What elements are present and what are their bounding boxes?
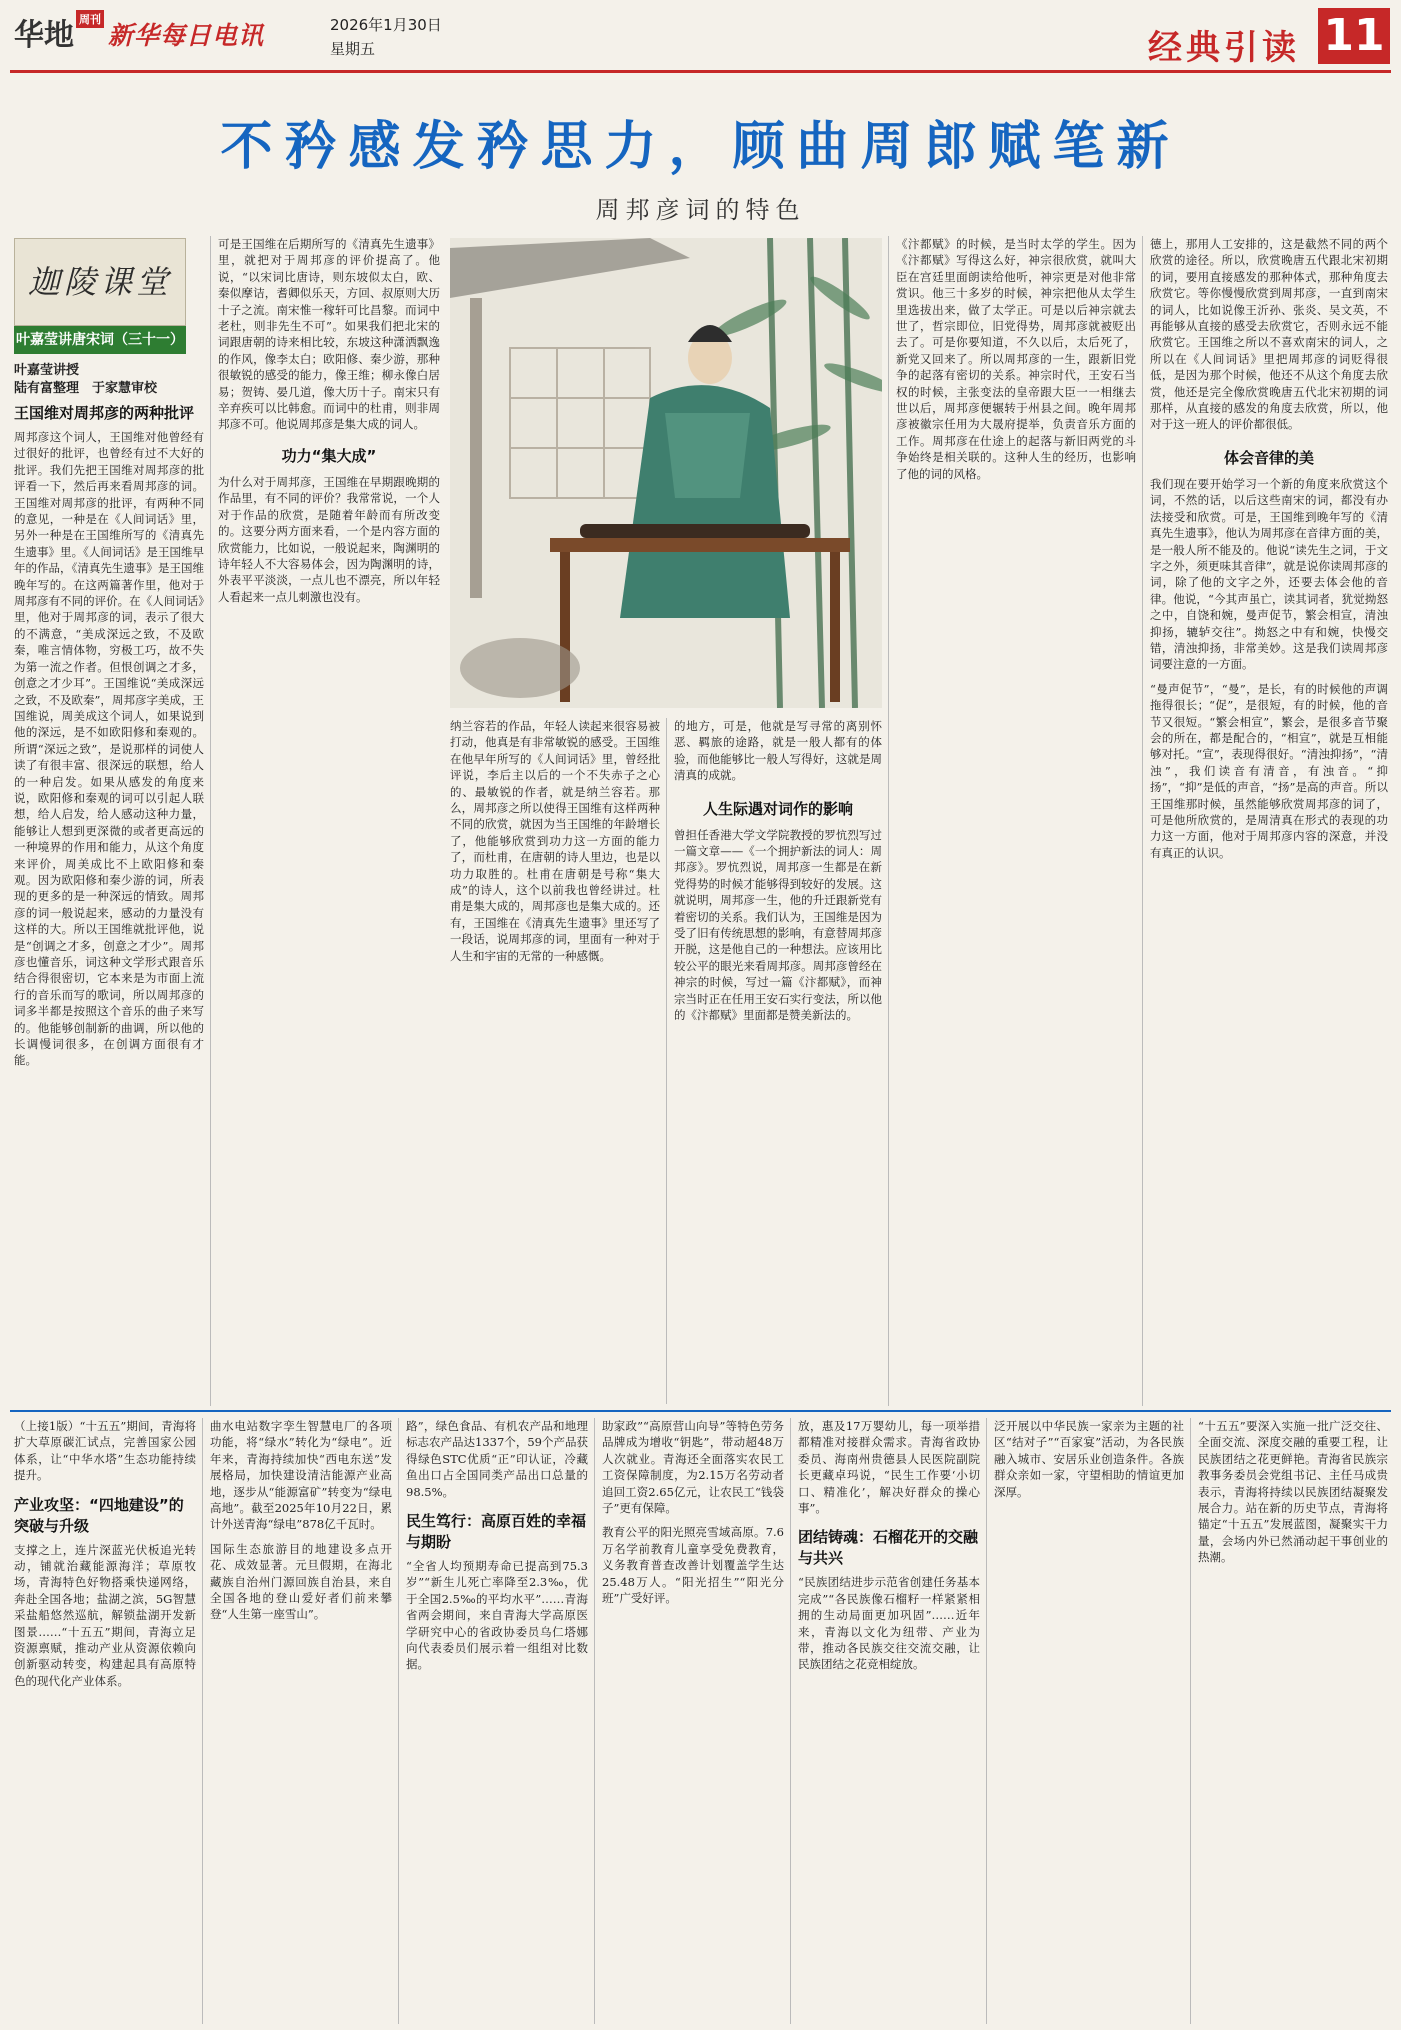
- article-paragraph: 《汴都赋》的时候，是当时太学的学生。因为《汴都赋》写得这么好，神宗很欣赏，就叫大臣在宫廷里面朗读给他听，神宗更是对他非常赏识。他三十多岁的时候，神宗把他从太学生里选拔出来，做了太学正。可是以后神宗就去世了，哲宗即位，旧党得势，周邦彦就被贬出去了。可是你要知道，不久以后，太后死了，新党又回来了。所以周邦彦的一生，跟新旧党争的起落有密切的关系。神宗时代，王安石当权的时候，主张变法的皇帝跟大臣一一相继去世以后，周邦彦便辗转于州县之间。晚年周邦彦被徽宗任用为大晟府提举，负责音乐方面的工作。周邦彦在仕途上的起落与新旧两党的斗争始终是相关联的。这种人生的经历，也影响了他的词的风格。: [896, 237, 1136, 481]
- article-column-6: [1150, 236, 1388, 1404]
- continuation-column-7: [1198, 1418, 1388, 2024]
- column-divider: [1190, 1418, 1191, 2024]
- section-heading-mastery: 功力“集大成”: [281, 446, 377, 465]
- article-column-1: [14, 402, 204, 1402]
- news-paragraph: （上接1版）“十五五”期间，青海将扩大草原碳汇试点，完善国家公园体系，让“中华水塔”生态功能持续提升。: [14, 1419, 196, 1483]
- issue-date: 2026年1月30日: [330, 16, 442, 34]
- news-heading-industry: 产业攻坚：“四地建设”的突破与升级: [14, 1495, 184, 1535]
- article-paragraph: “曼声促节”，“曼”，是长，有的时候他的声调拖得很长；“促”，是很短，有的时候，他的音节又很短。“繁会相宣”，繁会，是很多音节聚会的所在，都是配合的，“相宣”，就是互相能够对托。“宣”，表现得很好。“清浊抑扬”，“清浊”，我们读音有清音，有浊音。“抑扬”，“抑”是低的声音，“扬”是高的声音。所以王国维那时候，虽然能够欣赏周邦彦的词了，可是他所欣赏的，是周清真在形式的表现的功力这一方面，他对于周邦彦内容的深意，并没有真正的认识。: [1150, 681, 1388, 860]
- column-divider: [790, 1418, 791, 2024]
- news-paragraph: 支撑之上，连片深蓝光伏板追光转动，铺就治藏能源海洋；草原牧场，青海特色好物搭乘快递网络，奔赴全国各地；盐湖之滨，5G智慧采盐船悠然巡航，解锁盐湖开发新图景……“十五五”期间，青海立足资源禀赋，推动产业从资源依赖向创新驱动转变，构建起具有高原特色的现代化产业体系。: [14, 1542, 196, 1688]
- news-paragraph: “全省人均预期寿命已提高到75.3岁”“新生儿死亡率降至2.3‰，优于全国2.5‰的平均水平”……青海省两会期间，来自青海大学高原医学研究中心的省政协委员乌仁塔娜向代表委员们展示着一组组对比数据。: [406, 1559, 588, 1672]
- news-paragraph: 教育公平的阳光照亮雪域高原。7.6万名学前教育儿童享受免费教育，义务教育普查改善计划覆盖学生达25.48万人。“阳光招生”“阳光分班”广受好评。: [602, 1525, 784, 1606]
- column-divider: [594, 1418, 595, 2024]
- article-column-2: [218, 236, 440, 1404]
- column-logo: 迦陵课堂: [14, 238, 186, 326]
- continuation-column-5: [798, 1418, 980, 2024]
- header-rule: [10, 70, 1391, 73]
- column-divider: [202, 1418, 203, 2024]
- article-paragraph: 可是王国维在后期所写的《清真先生遗事》里，就把对于周邦彦的评价提高了。他说，“以宋词比唐诗，则东坡似太白，欧、秦似摩诘，耆卿似乐天，方回、叔原则大历十子之流。南宋惟一稼轩可比昌黎。而词中老杜，则非先生不可”。如果我们把北宋的词跟唐朝的诗来相比较，东坡这种潇洒飘逸的作风，像李太白；欧阳修、秦少游，那种很敏锐的感受的能力，像王维；柳永像白居易；贺铸、晏几道，像大历十子。南宋只有辛弃疾可以比韩愈。而词中的杜甫，则非周邦彦不可。他说周邦彦是集大成的词人。: [218, 237, 440, 432]
- article-title: 不矜感发矜思力，顾曲周郎赋笔新: [220, 116, 1181, 177]
- column-divider: [398, 1418, 399, 2024]
- news-paragraph: 泛开展以中华民族一家亲为主题的社区“结对子”“百家宴”活动，为各民族融入城市、安居乐业创造条件。各族群众亲如一家，守望相助的情谊更加深厚。: [994, 1419, 1184, 1499]
- weekly-logo: [14, 10, 104, 54]
- news-paragraph: 路”，绿色食品、有机农产品和地理标志农产品达1337个，59个产品获得绿色STC优质“正”印认证，冷藏鱼出口占全国同类产品出口总量的98.5%。: [406, 1419, 588, 1499]
- column-divider: [666, 718, 667, 1404]
- column-divider: [888, 236, 889, 1406]
- illustration-guqin-player: [450, 238, 882, 708]
- author-credits: [14, 362, 157, 398]
- page-number: 11: [1318, 8, 1390, 64]
- news-heading-unity: 团结铸魂：石榴花开的交融与共兴: [798, 1528, 979, 1568]
- section-heading-life-experience: 人生际遇对词作的影响: [702, 799, 853, 818]
- column-name: 叶嘉莹讲唐宋词（三十一）: [14, 326, 186, 354]
- column-divider: [986, 1418, 987, 2024]
- article-paragraph: 德上，那用人工安排的，这是截然不同的两个欣赏的途径。所以，欣赏晚唐五代跟北宋初期的词，要用直接感发的那种体式，那种角度去欣赏它。等你慢慢欣赏到周邦彦，一直到南宋的词人，比如说像王沂孙、张炎、吴文英，不再能够从直接的感受去欣赏它，否则永远不能欣赏它。王国维之所以不喜欢南宋的词人，之所以在《人间词话》里把周邦彦的词贬得很低，是因为那个时候，他还不从这个角度去欣赏，他还是完全像欣赏晚唐五代北宋初期的词那样，从直接的感发的角度去欣赏，所以，他对于这一班人的评价都很低。: [1150, 237, 1388, 432]
- issue-weekday: 星期五: [330, 40, 376, 58]
- news-paragraph: 助家政”“高原营山向导”等特色劳务品牌成为增收“钥匙”，带动超48万人次就业。青海还全面落实农民工工资保障制度，为2.15万名劳动者追回工资2.65亿元，让农民工“钱袋子”更有保障。: [602, 1419, 784, 1516]
- news-heading-livelihood: 民生笃行：高原百姓的幸福与期盼: [406, 1512, 587, 1552]
- weekly-tag: 周刊: [76, 10, 104, 28]
- weekly-logo-text: 华地: [14, 18, 74, 53]
- article-paragraph: 的地方，可是，他就是写寻常的离别怀恶、羁旅的途路，就是一般人都有的体验，而他能够比一般人写得好，这就是周清真的成就。: [674, 719, 882, 783]
- news-paragraph: 放，惠及17万婴幼儿，每一项举措都精准对接群众需求。青海省政协委员、海南州贵德县人民医院副院长更藏卓玛说，“民生工作要‘小切口、精准化’，解决好群众的操心事”。: [798, 1419, 980, 1516]
- article-column-3: [450, 718, 660, 1404]
- painting-svg: [450, 238, 882, 708]
- continuation-column-3: [406, 1418, 588, 2024]
- section-heading-critiques: 王国维对周邦彦的两种批评: [14, 404, 195, 422]
- author-line-1: 叶嘉莹讲授: [14, 363, 80, 378]
- continuation-column-6: [994, 1418, 1184, 2024]
- news-paragraph: 曲水电站数字孪生智慧电厂的各项功能，将“绿水”转化为“绿电”。近年来，青海持续加快“西电东送”发展格局，加快建设清洁能源产业高地，逐步从“能源富矿”转变为“绿电高地”。截至2025年10月22日，累计外送青海“绿电”878亿千瓦时。: [210, 1419, 392, 1532]
- column-divider: [1142, 236, 1143, 1406]
- news-paragraph: “十五五”要深入实施一批广泛交往、全面交流、深度交融的重要工程，让民族团结之花更鲜艳。青海省民族宗教事务委员会党组书记、主任马成贵表示，青海将持续以民族团结凝聚发展合力。站在新的历史节点，青海将锚定“十五五”发展蓝图，凝聚实干力量，会场内外已然涌动起干事创业的热潮。: [1198, 1419, 1388, 1565]
- column-divider: [210, 236, 211, 1406]
- news-paragraph: 国际生态旅游目的地建设多点开花、成效显著。元旦假期，在海北藏族自治州门源回族自治县，来自全国各地的登山爱好者们前来攀登“人生第一座雪山”。: [210, 1541, 392, 1622]
- news-paragraph: “民族团结进步示范省创建任务基本完成”“各民族像石榴籽一样紧紧相拥的生动局面更加巩固”……近年来，青海以文化为纽带、产业为带，推动各民族交往交流交融，让民族团结之花竞相绽放。: [798, 1575, 980, 1672]
- continuation-column-2: [210, 1418, 392, 2024]
- section-separator: [10, 1410, 1391, 1412]
- page-header: [0, 0, 1401, 82]
- continuation-column-1: [14, 1418, 196, 2024]
- section-heading-musical-rhythm: 体会音律的美: [1223, 448, 1314, 467]
- article-column-4: [674, 718, 882, 1404]
- article-paragraph: 为什么对于周邦彦，王国维在早期跟晚期的作品里，有不同的评价？我常常说，一个人对于作品的欣赏，是随着年龄而有所改变的。这要分两方面来看，一个是内容方面的欣赏能力，比如说，一般说起来，陶渊明的诗年轻人不大容易体会，因为陶渊明的诗，外表平平淡淡，一点儿也不漂亮，所以年轻人看起来一点儿刺激也没有。: [218, 474, 440, 604]
- article-paragraph: 纳兰容若的作品，年轻人读起来很容易被打动，他真是有非常敏锐的感受。王国维在他早年所写的《人间词话》里，曾经批评说，李后主以后的一个不失赤子之心的、最敏锐的作者，就是纳兰容若。那么，周邦彦之所以使得王国维有这样两种不同的欣赏，就因为当王国维的年龄增长了，他能够欣赏到功力这一方面的能力了，而杜甫，在唐朝的诗人里边，也是以功力取胜的。杜甫在唐朝是号称“集大成”的诗人，这个以前我也曾经讲过。杜甫是集大成的，周邦彦也是集大成的。还有，王国维在《清真先生遗事》里还写了一段话，说周邦彦的词，里面有一种对于人生和宇宙的无常的一种感慨。: [450, 719, 660, 963]
- article-column-5: [896, 236, 1136, 1404]
- newspaper-logo: 新华每日电讯: [108, 21, 265, 50]
- continuation-column-4: [602, 1418, 784, 2024]
- article-subtitle: 周邦彦词的特色: [595, 196, 806, 224]
- author-line-2: 陆有富整理 于家慧审校: [14, 381, 158, 396]
- article-paragraph: 周邦彦这个词人，王国维对他曾经有过很好的批评，也曾经有过不大好的批评。我们先把王国维对周邦彦的批评看一下，然后再来看周邦彦的词。王国维对周邦彦的批评，有两种不同的意见，一种是在《人间词话》里，另外一种是在王国维所写的《清真先生遗事》里。《人间词话》是王国维早年的作品，《清真先生遗事》是王国维晚年写的。在这两篇著作里，他对于周邦彦有不同的评价。在《人间词话》里，他对于周邦彦的词，表示了很大的不满意，“美成深远之致，不及欧秦，唯言情体物，穷极工巧，故不失为第一流之作者。但恨创调之才多，创意之才少耳”。王国维说“美成深远之致，不及欧秦”，周邦彦字美成，王国维说，周美成这个词人，如果说到他的深远，是不如欧阳修和秦观的。所谓“深远之致”，是说那样的词使人读了有很丰富、很深远的联想，给人的一种启发。如果从感发的角度来说，欧阳修和秦观的词可以引起人联想，给人启发，给人感动这种力量，能够让人想到更深微的或者更高远的一种境界的作用和能力，从这个角度来评价，周美成比不上欧阳修和秦观。因为欧阳修和秦少游的词，所表现的更多的是一种深远的情致。周邦彦的词一般说起来，感动的力量没有这样的大。所以王国维就批评他，说是“创调之才多，创意之才少”。周邦彦也懂音乐，词这种文学形式跟音乐结合得很密切，它本来是为市面上流行的音乐而写的歌词，所以周邦彦的词多半都是按照这个音乐的曲子来写的。他能够创制新的曲调，所以他的长调慢词很多，在创调方面很有才能。: [14, 430, 204, 1068]
- article-paragraph: 我们现在要开始学习一个新的角度来欣赏这个词，不然的话，以后这些南宋的词，都没有办法接受和欣赏。可是，王国维到晚年写的《清真先生遗事》，他认为周邦彦在音律方面的美，是一般人所不能及的。他说“读先生之词，于文字之外，须更味其音律”，就是说你读周邦彦的词，除了他的文字之外，还要去体会他的音律。他说，“今其声虽亡，读其词者，犹觉拗怒之中，自饶和婉，曼声促节，繁会相宣，清浊抑扬，辘轳交往”。拗怒之中有和婉，快慢交错，清浊抑扬，非常美妙。这是我们读周邦彦词要注意的一方面。: [1150, 476, 1388, 672]
- section-title: 经典引读: [1148, 28, 1300, 68]
- article-paragraph: 曾担任香港大学文学院教授的罗忼烈写过一篇文章——《一个拥护新法的词人：周邦彦》。罗忼烈说，周邦彦一生都是在新党得势的时候才能够得到较好的发展。这就说明，周邦彦一生，他的升迁跟新党有着密切的关系。我们认为，王国维是因为受了旧有传统思想的影响，有意替周邦彦开脱，这是他自己的一种想法。应该用比较公平的眼光来看周邦彦。周邦彦曾经在神宗的时候，写过一篇《汴都赋》，而神宗当时正在任用王安石实行变法，所以他的《汴都赋》里面都是赞美新法的。: [674, 827, 882, 1023]
